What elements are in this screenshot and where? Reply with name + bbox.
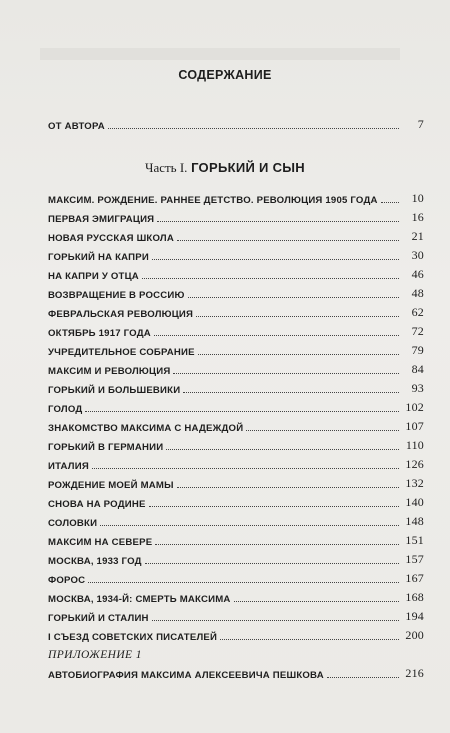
toc-entry-title: МОСКВА, 1934-Й: СМЕРТЬ МАКСИМА: [48, 594, 231, 605]
toc-entry-page: 84: [411, 362, 424, 376]
dot-leader: [154, 335, 399, 336]
toc-entry-title: ФОРОС: [48, 575, 86, 586]
toc-entry-title: ГОРЬКИЙ НА КАПРИ: [48, 252, 149, 263]
toc-entry-page: 16: [411, 210, 424, 224]
toc-entry-page: 93: [411, 381, 424, 395]
toc-entry-title: СОЛОВКИ: [48, 518, 98, 529]
part-heading: [0, 160, 450, 176]
toc-entry: [48, 209, 424, 225]
toc-entry-title: ВОЗВРАЩЕНИЕ В РОССИЮ: [48, 290, 185, 301]
toc-entry-title: АВТОБИОГРАФИЯ МАКСИМА АЛЕКСЕЕВИЧА ПЕШКОВА: [48, 670, 324, 681]
toc-entry-page: 168: [405, 590, 424, 604]
toc-entry: [48, 456, 424, 472]
toc-entry: [48, 247, 424, 263]
dot-leader: [381, 202, 399, 203]
dot-leader: [234, 601, 399, 602]
toc-entry-page: 46: [411, 267, 424, 281]
toc-entry-title: I СЪЕЗД СОВЕТСКИХ ПИСАТЕЛЕЙ: [48, 632, 218, 643]
dot-leader: [327, 677, 399, 678]
toc-entry: [48, 399, 424, 415]
dot-leader: [149, 506, 399, 507]
toc-entry: [48, 437, 424, 453]
toc-entry-title: НА КАПРИ У ОТЦА: [48, 271, 139, 282]
toc-entry-author: [48, 116, 424, 132]
dot-leader: [152, 620, 399, 621]
toc-entry-page: 167: [405, 571, 424, 585]
toc-entry-title: МАКСИМ И РЕВОЛЮЦИЯ: [48, 366, 171, 377]
toc-entry-page: 151: [405, 533, 424, 547]
toc-entry-page: 200: [405, 628, 424, 642]
toc-entry-page: 30: [411, 248, 424, 262]
dot-leader: [155, 544, 399, 545]
toc-entry: [48, 608, 424, 624]
dot-leader: [220, 639, 399, 640]
part-title: ГОРЬКИЙ И СЫН: [191, 160, 305, 175]
toc-entry-page: 72: [411, 324, 424, 338]
toc-entry-page: 140: [405, 495, 424, 509]
toc-entry-title: УЧРЕДИТЕЛЬНОЕ СОБРАНИЕ: [48, 347, 195, 358]
toc-entry: [48, 285, 424, 301]
toc-entry-page: 132: [405, 476, 424, 490]
dot-leader: [177, 240, 399, 241]
dot-leader: [177, 487, 399, 488]
toc-entry: [48, 342, 424, 358]
dot-leader: [85, 411, 399, 412]
toc-entry-title: НОВАЯ РУССКАЯ ШКОЛА: [48, 233, 174, 244]
toc-entry-page: 102: [405, 400, 424, 414]
toc-entry-title: ЗНАКОМСТВО МАКСИМА С НАДЕЖДОЙ: [48, 423, 244, 434]
dot-leader: [108, 128, 399, 129]
toc-entry-page: 48: [411, 286, 424, 300]
dot-leader: [142, 278, 399, 279]
toc-entry-title: ОТ АВТОРА: [48, 121, 105, 132]
bleed-through-text: [40, 48, 400, 60]
toc-entry-title: РОЖДЕНИЕ МОЕЙ МАМЫ: [48, 480, 174, 491]
toc-entry-page: 126: [405, 457, 424, 471]
toc-entry-title: ГОРЬКИЙ И БОЛЬШЕВИКИ: [48, 385, 181, 396]
toc-entry: [48, 627, 424, 643]
toc-entry-page: 157: [405, 552, 424, 566]
dot-leader: [166, 449, 399, 450]
toc-entry-title: ГОЛОД: [48, 404, 83, 415]
toc-entry: [48, 513, 424, 529]
toc-entry-page: 10: [411, 191, 424, 205]
dot-leader: [152, 259, 399, 260]
part-label: Часть I.: [145, 160, 188, 175]
toc-entry-page: 148: [405, 514, 424, 528]
toc-entry: [48, 228, 424, 244]
toc-entry-title: ИТАЛИЯ: [48, 461, 89, 472]
toc-entry-title: ПЕРВАЯ ЭМИГРАЦИЯ: [48, 214, 155, 225]
toc-entry-page: 62: [411, 305, 424, 319]
toc-entry: [48, 361, 424, 377]
toc-entry-title: ГОРЬКИЙ В ГЕРМАНИИ: [48, 442, 164, 453]
toc-entry-page: 79: [411, 343, 424, 357]
toc-entry-title: СНОВА НА РОДИНЕ: [48, 499, 146, 510]
toc-entry: [48, 266, 424, 282]
dot-leader: [198, 354, 399, 355]
toc-entry-title: МОСКВА, 1933 ГОД: [48, 556, 142, 567]
appendix-label: ПРИЛОЖЕНИЕ 1: [48, 649, 142, 661]
contents-heading: СОДЕРЖАНИЕ: [178, 68, 272, 82]
toc-entry: [48, 494, 424, 510]
toc-entry-page: 194: [405, 609, 424, 623]
toc-entry-title: МАКСИМ НА СЕВЕРЕ: [48, 537, 153, 548]
toc-entry: [48, 418, 424, 434]
dot-leader: [157, 221, 399, 222]
toc-entry: [48, 304, 424, 320]
toc-entry: [48, 190, 424, 206]
toc-entry-page: 21: [411, 229, 424, 243]
toc-entry-title: ФЕВРАЛЬСКАЯ РЕВОЛЮЦИЯ: [48, 309, 194, 320]
toc-entry-page: 216: [405, 666, 424, 680]
dot-leader: [246, 430, 399, 431]
toc-entry-page: 7: [417, 117, 424, 131]
toc-entry-title: ГОРЬКИЙ И СТАЛИН: [48, 613, 149, 624]
dot-leader: [145, 563, 399, 564]
dot-leader: [183, 392, 399, 393]
toc-entry: [48, 475, 424, 491]
toc-entry: [48, 570, 424, 586]
dot-leader: [173, 373, 399, 374]
toc-entry: [48, 380, 424, 396]
toc-entry: [48, 532, 424, 548]
toc-entry: [48, 589, 424, 605]
dot-leader: [196, 316, 399, 317]
dot-leader: [88, 582, 399, 583]
toc-entry-appendix: [48, 665, 424, 681]
toc-entry-title: МАКСИМ. РОЖДЕНИЕ. РАННЕЕ ДЕТСТВО. РЕВОЛЮЦИЯ 1905 ГОДА: [48, 195, 378, 206]
toc-entry-page: 110: [405, 438, 424, 452]
dot-leader: [100, 525, 399, 526]
toc-entry: [48, 323, 424, 339]
toc-entry: [48, 551, 424, 567]
toc-entry-page: 107: [405, 419, 424, 433]
dot-leader: [188, 297, 399, 298]
dot-leader: [92, 468, 399, 469]
toc-entry-title: ОКТЯБРЬ 1917 ГОДА: [48, 328, 151, 339]
